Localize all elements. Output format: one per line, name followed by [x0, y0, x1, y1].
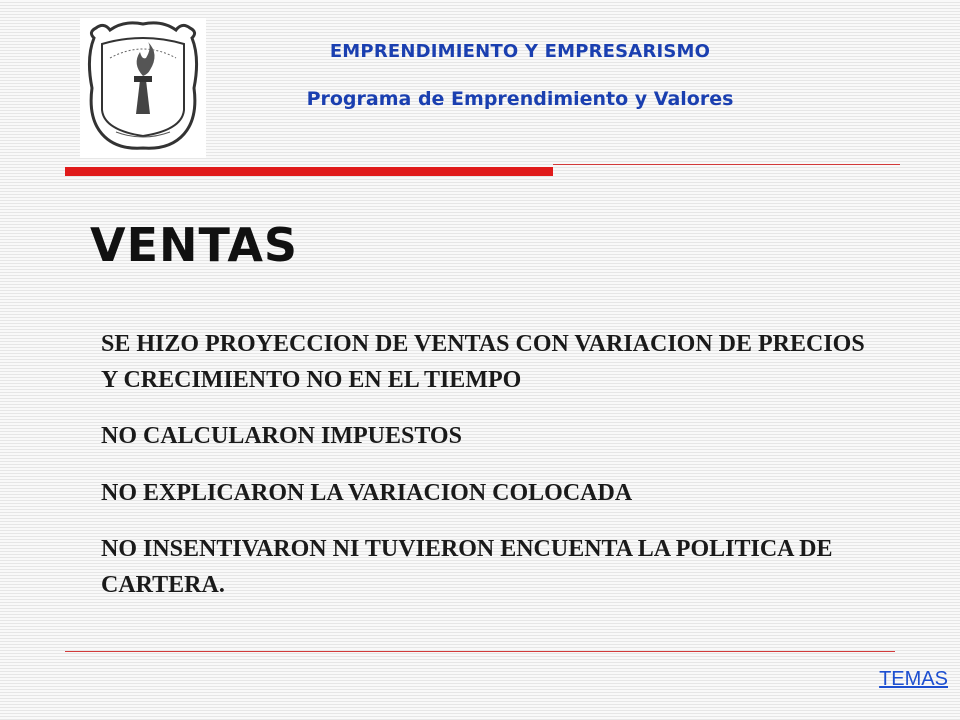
- header-red-rule: [65, 167, 553, 176]
- body-paragraph: NO INSENTIVARON NI TUVIERON ENCUENTA LA POLITICA DE CARTERA.: [101, 536, 833, 598]
- body-paragraph: SE HIZO PROYECCION DE VENTAS CON VARIACION DE PRECIOS Y CRECIMIENTO NO EN EL TIEMPO: [101, 331, 865, 393]
- body-paragraph: NO CALCULARON IMPUESTOS: [101, 423, 462, 449]
- header-course-title: EMPRENDIMIENTO Y EMPRESARISMO: [329, 41, 711, 62]
- header-thin-rule: [553, 164, 900, 165]
- body-paragraph: NO EXPLICARON LA VARIACION COLOCADA: [101, 480, 633, 506]
- temas-link[interactable]: TEMAS: [879, 668, 948, 690]
- slide-title: VENTAS: [90, 218, 299, 272]
- university-logo: [80, 18, 206, 158]
- header-program-subtitle: Programa de Emprendimiento y Valores: [306, 88, 734, 110]
- footer-rule: [65, 651, 895, 652]
- university-seal-icon: [80, 18, 206, 158]
- slide-body: [101, 326, 881, 623]
